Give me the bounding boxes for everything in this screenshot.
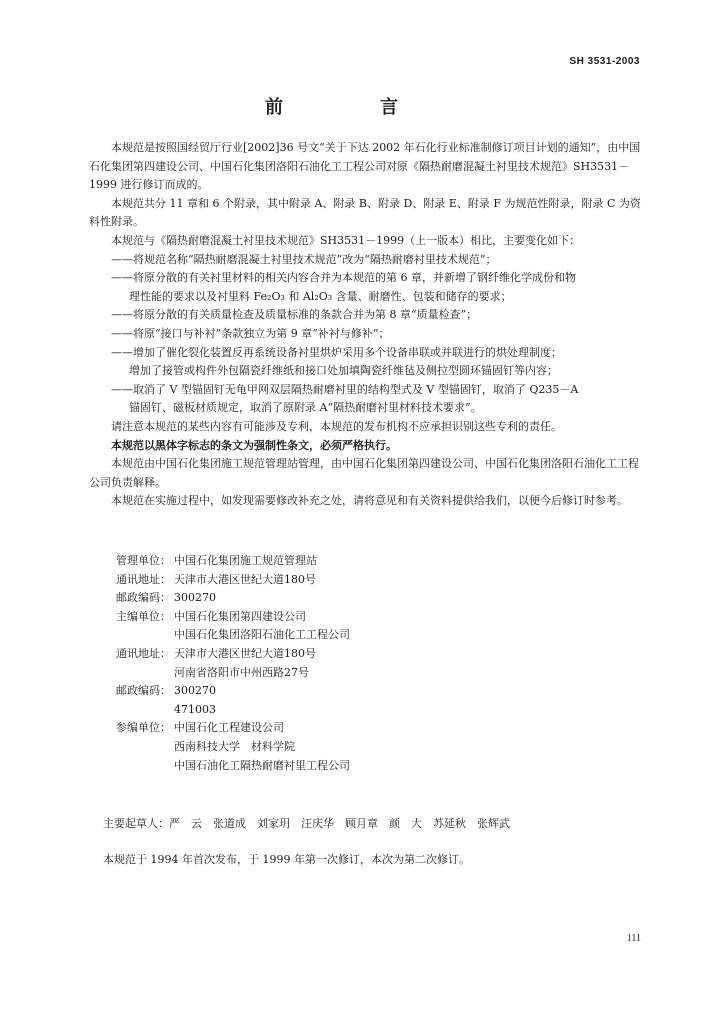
info-row-zip-2b <box>116 701 350 720</box>
info-value: 300270 <box>174 591 216 605</box>
info-value: 西南科技大学 材料学院 <box>174 739 295 753</box>
main-drafters: 主要起草人：严 云 张道成 刘家玥 汪庆华 顾月章 颜 大 苏延秋 张辉武 <box>103 817 510 830</box>
title-char-2: 言 <box>380 97 398 118</box>
info-row-zip <box>116 589 350 608</box>
info-value: 中国石化集团施工规范管理站 <box>174 554 317 567</box>
change-item-4: ——将原“接口与补衬”条款独立为第 9 章“补衬与修补”； <box>111 326 390 340</box>
change-item-6: ——取消了 V 型锚固钉无龟甲网双层隔热耐磨衬里的结构型式及 V 型锚固钉，取消了 Q235－A <box>111 382 579 396</box>
info-label: 管理单位： <box>116 554 171 567</box>
info-value: 300270 <box>174 684 216 698</box>
change-item-3: ——将原分散的有关质量检查及质量标准的条款合并为第 8 章“质量检查”； <box>111 308 478 322</box>
info-value: 天津市大港区世纪大道180号 <box>174 646 316 660</box>
paragraph-background: 本规范是按照国经贸厅行业[2002]36 号文“关于下达 2002 年石化行业标准制修订项目计划的通知”，由中国石化集团第四建设公司、中国石化集团洛阳石油化工工程公司对原《隔热耐磨混凝土衬里技术规范》SH3531－1999 进行修订而成的。 <box>89 141 641 192</box>
paragraph-structure: 本规范共分 11 章和 6 个附录，其中附录 A、附录 B、附录 D、附录 E、附录 F 为规范性附录，附录 C 为资料性附录。 <box>89 196 641 229</box>
revision-history: 本规范于 1994 年首次发布，于 1999 年第一次修订，本次为第二次修订。 <box>103 853 470 866</box>
page-number: 111 <box>626 933 641 944</box>
foreword-body <box>89 139 641 511</box>
info-row-participant-2 <box>116 738 350 757</box>
page-title <box>0 93 701 117</box>
change-item-5-cont: 增加了接管或构件外包隔瓷纤维纸和接口处加填陶瓷纤维毡及侧拉型圆环锚固钉等内容； <box>129 364 558 378</box>
info-row-participant <box>116 719 350 738</box>
info-row-address <box>116 571 350 590</box>
change-item-1: ——将规范名称“隔热耐磨混凝土衬里技术规范”改为“隔热耐磨衬里技术规范”； <box>111 252 497 266</box>
info-label: 邮政编码： <box>116 591 171 605</box>
info-row-address-2b <box>116 664 350 683</box>
standard-code: SH 3531-2003 <box>569 56 640 67</box>
info-value: 471003 <box>174 702 216 716</box>
change-item-5: ——增加了催化裂化装置反再系统设备衬里烘炉采用多个设备串联或并联进行的烘处理制度； <box>111 345 562 359</box>
info-row-address-2 <box>116 645 350 664</box>
info-label: 通讯地址： <box>116 646 171 660</box>
info-value: 中国石化集团洛阳石油化工工程公司 <box>174 628 350 642</box>
info-label: 参编单位： <box>116 721 171 735</box>
paragraph-mandatory: 本规范以黑体字标志的条文为强制性条文，必须严格执行。 <box>111 438 397 452</box>
paragraph-patent: 请注意本规范的某些内容有可能涉及专利，本规范的发布机构不应承担识别这些专利的责任。 <box>111 419 562 433</box>
info-value: 中国石油化工隔热耐磨衬里工程公司 <box>174 758 350 772</box>
info-value: 天津市大港区世纪大道180号 <box>174 572 316 586</box>
paragraph-management: 本规范由中国石化集团施工规范管理站管理，由中国石化集团第四建设公司、中国石化集团洛阳石油化工工程公司负责解释。 <box>89 457 639 489</box>
info-label: 通讯地址： <box>116 572 171 586</box>
info-row-editor <box>116 608 350 627</box>
info-row-zip-2 <box>116 682 350 701</box>
change-item-2-cont: 理性能的要求以及衬里料 Fe₂O₃ 和 Al₂O₃ 含量、耐磨性、包装和储存的要求； <box>129 289 512 303</box>
change-item-6-cont: 锚固钉、磁板材质规定，取消了原附录 A“隔热耐磨衬里材料技术要求”。 <box>129 401 482 415</box>
change-item-2: ——将原分散的有关衬里材料的相关内容合并为本规范的第 6 章，并新增了钢纤维化学成份和物 <box>111 271 576 285</box>
info-label: 主编单位： <box>116 609 171 623</box>
info-label: 邮政编码： <box>116 684 171 698</box>
info-value: 河南省洛阳市中州西路27号 <box>174 665 309 679</box>
title-char-1: 前 <box>265 97 283 118</box>
info-value: 中国石化集团第四建设公司 <box>174 609 306 623</box>
info-row-editor-2 <box>116 626 350 645</box>
paragraph-changes-intro: 本规范与《隔热耐磨混凝土衬里技术规范》SH3531－1999（上一版本）相比，主要变化如下： <box>111 233 581 247</box>
contact-info <box>116 552 350 775</box>
info-value: 中国石化工程建设公司 <box>174 721 284 735</box>
paragraph-feedback: 本规范在实施过程中，如发现需要修改补充之处，请将意见和有关资料提供给我们，以便今后修订时参考。 <box>111 494 628 508</box>
info-row-mgmt <box>116 552 350 571</box>
info-row-participant-3 <box>116 757 350 776</box>
